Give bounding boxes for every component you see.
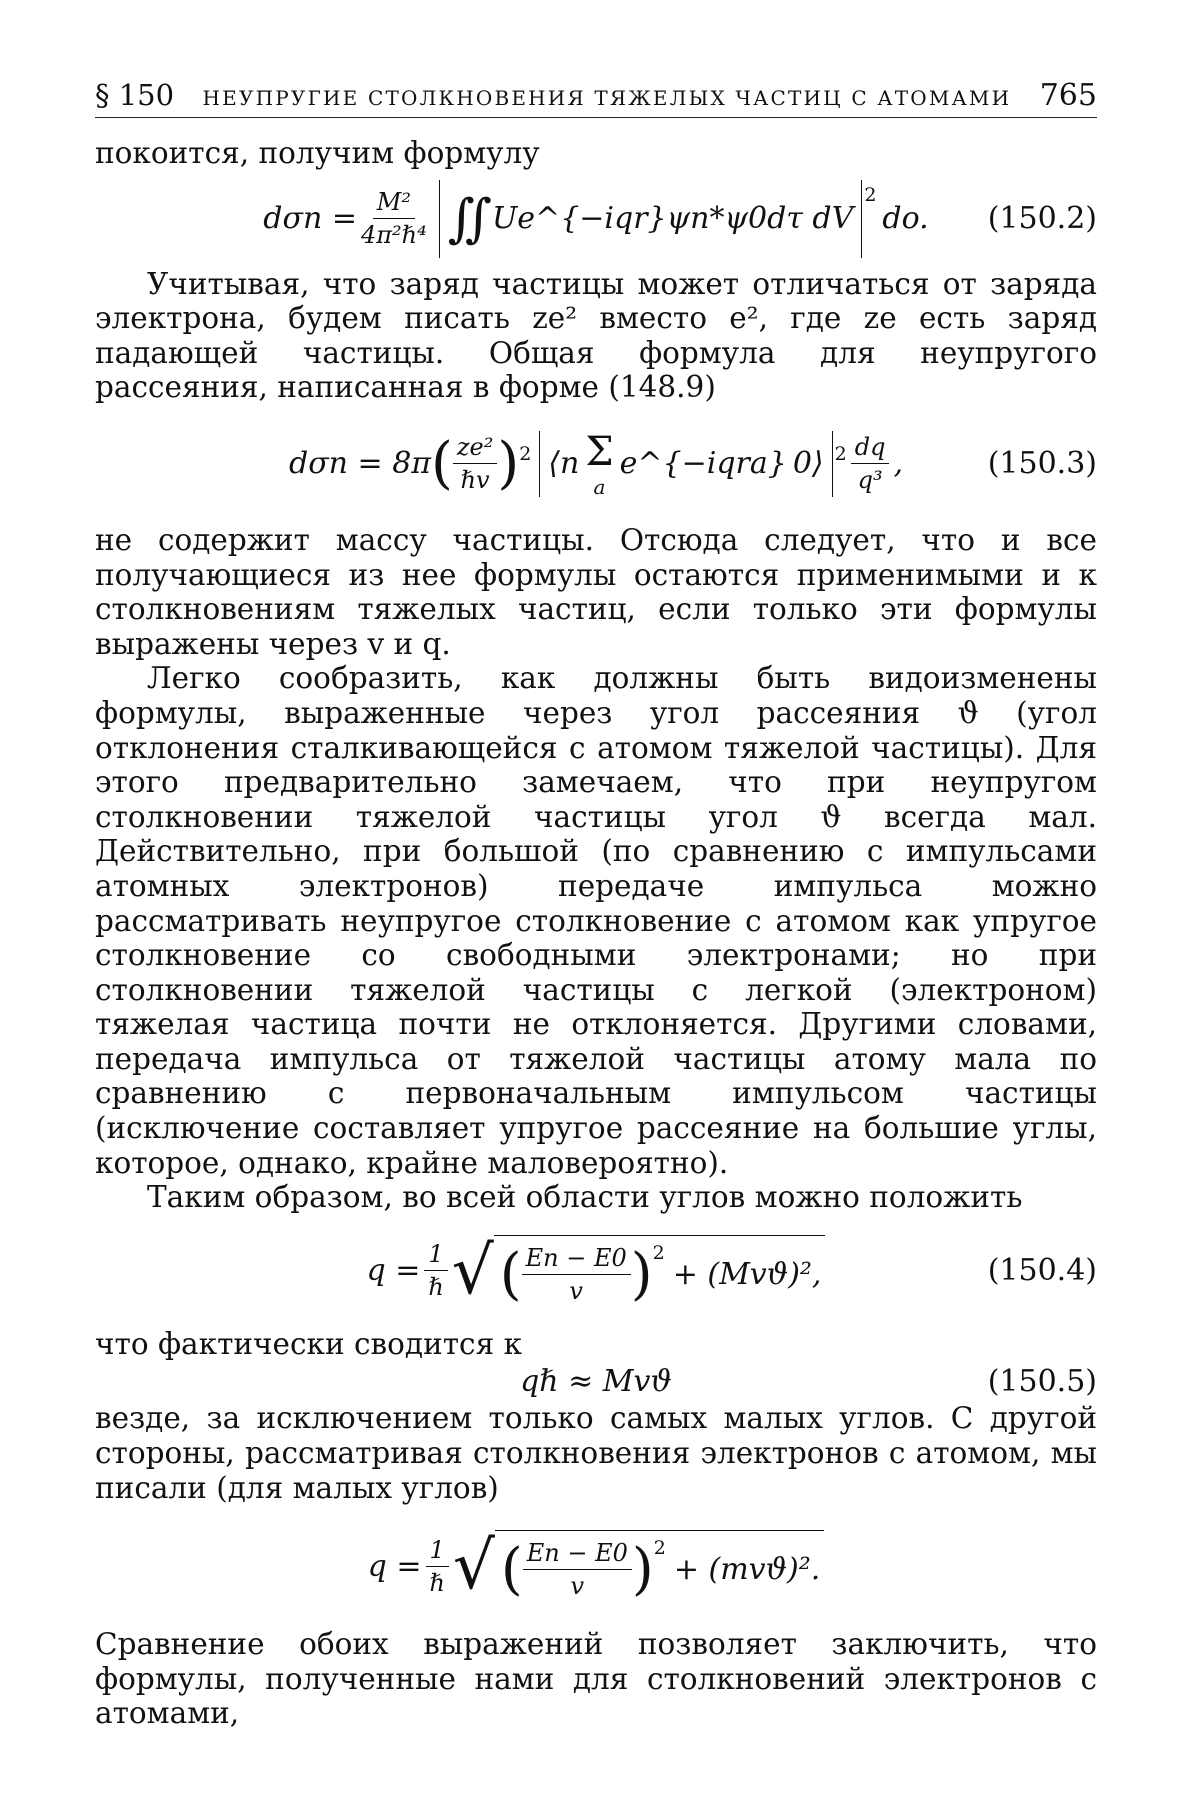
equation-150-5 <box>95 1361 1097 1401</box>
eq-prefactor <box>426 1536 449 1597</box>
equation-number: (150.3) <box>987 446 1097 482</box>
eq-fraction <box>361 188 427 249</box>
eq-frac-den: 4π²ℏ⁴ <box>360 221 427 250</box>
paragraph-4: Легко сообразить, как должны быть видоизменены формулы, выраженные через угол рассеяния ϑ (угол отклонения сталкивающейся с атомом тяжелой частицы). Для этого предварительно замечаем, что при неупругом столкновении тяжелой частицы угол ϑ всегда мал. Действительно, при большой (по сравнению с импульсами атомных электронов) передаче импульса можно рассматривать неупругое столкновение с атомом как упругое столкновение со свободными электронами; но при столкновении тяжелой частицы с легкой (электроном) тяжелая частица почти не отклоняется. Другими словами, передача импульса от тяжелой частицы атому мала по сравнению с первоначальным импульсом частицы (исключение составляет упругое рассеяние на большие углы, которое, однако, крайне маловероятно). <box>95 661 1097 1180</box>
equation-body <box>95 1527 1097 1605</box>
radicand <box>494 1235 826 1307</box>
paragraph-1: покоится, получим формулу <box>95 136 540 170</box>
eq-frac-num: ze² <box>453 433 497 464</box>
radical-sign: √ <box>452 1527 495 1605</box>
eq-frac-num: M² <box>373 188 415 219</box>
left-paren: ( <box>431 431 453 497</box>
abs-bar-right <box>861 180 862 258</box>
eq-sum <box>585 429 613 499</box>
eq-fraction <box>453 433 497 494</box>
eq-lhs: q = <box>367 1548 422 1584</box>
section-number: § 150 <box>95 78 175 112</box>
equation-150-4 <box>95 1215 1097 1327</box>
eq-power-2: 2 <box>834 442 847 465</box>
eq-frac-den: ℏv <box>460 466 490 495</box>
eq-rest: + (mvϑ)². <box>673 1552 821 1588</box>
paragraph-7: везде, за исключением только самых малых углов. С другой стороны, рассматривая столкновения электронов с атомом, мы писали (для малых углов) <box>95 1401 1097 1505</box>
eq-fraction <box>522 1244 631 1305</box>
running-title: НЕУПРУГИЕ СТОЛКНОВЕНИЯ ТЯЖЕЛЫХ ЧАСТИЦ С АТОМАМИ <box>202 86 1012 110</box>
running-header <box>95 78 1097 118</box>
equation-body <box>95 429 1097 499</box>
eq-tail: , <box>893 446 904 482</box>
eq-operator: e^{−iqra} <box>619 446 787 482</box>
eq-rest: + (Mvϑ)², <box>672 1256 822 1292</box>
eq-ket: 0⟩ <box>792 446 824 482</box>
eq-pre-den: ℏ <box>428 1273 444 1302</box>
eq-lhs: dσn = 8π <box>288 446 432 482</box>
paragraph-6: что фактически сводится к <box>95 1326 523 1361</box>
abs-bar-right <box>832 431 833 497</box>
eq-body: qℏ ≈ Mvϑ <box>520 1363 672 1399</box>
eq-tail: do. <box>882 201 929 237</box>
equation-body <box>95 1231 1097 1309</box>
eq-pre-num: 1 <box>426 1536 449 1567</box>
eq-integrand: Ue^{−iqr}ψn*ψ0dτ dV <box>492 201 854 237</box>
equation-number: (150.5) <box>987 1363 1097 1399</box>
eq-pre-den: ℏ <box>429 1568 445 1597</box>
radicand <box>495 1530 824 1602</box>
sum-index: a <box>593 474 606 499</box>
eq-lhs: q = <box>366 1253 421 1289</box>
paragraph-5: Таким образом, во всей области углов можно положить <box>147 1180 1023 1215</box>
eq-pre-num: 1 <box>424 1240 447 1271</box>
eq-power: 2 <box>652 1241 665 1264</box>
page-number: 765 <box>1039 78 1097 113</box>
eq-frac2-num: dq <box>851 433 890 464</box>
eq-power: 2 <box>519 442 532 465</box>
equation-150-3 <box>95 405 1097 523</box>
right-paren: ) <box>497 431 520 497</box>
left-paren: ( <box>500 1537 523 1603</box>
eq-prefactor <box>424 1240 447 1301</box>
page <box>95 78 1097 1731</box>
eq-frac-num: En − E0 <box>523 1539 632 1570</box>
eq-fraction-2 <box>851 433 890 494</box>
eq-frac2-den: q³ <box>857 466 883 495</box>
double-integral-sign: ∬ <box>447 188 493 249</box>
eq-lhs: dσn = <box>263 201 357 237</box>
eq-bra: ⟨n <box>548 446 580 482</box>
abs-bar-left <box>539 431 540 497</box>
eq-frac-num: En − E0 <box>522 1244 631 1275</box>
eq-power: 2 <box>653 1537 666 1560</box>
square-root <box>452 1527 825 1605</box>
equation-unnumbered <box>95 1505 1097 1627</box>
equation-number: (150.2) <box>987 201 1097 237</box>
paragraph-8: Сравнение обоих выражений позволяет заключить, что формулы, полученные нами для столкновений электронов с атомами, <box>95 1627 1097 1731</box>
abs-bar-left <box>439 180 440 258</box>
equation-body <box>95 180 1097 258</box>
eq-frac-den: v <box>569 1276 583 1305</box>
left-paren: ( <box>499 1241 522 1307</box>
right-paren: ) <box>630 1241 653 1307</box>
equation-number: (150.4) <box>987 1253 1097 1289</box>
paragraph-3: не содержит массу частицы. Отсюда следует, что и все получающиеся из нее формулы остаются применимыми и к столкновениям тяжелых частиц, если только эти формулы выражены через v и q. <box>95 522 1097 661</box>
sum-sign: Σ <box>585 428 614 475</box>
equation-body <box>95 1364 1097 1399</box>
right-paren: ) <box>631 1537 654 1603</box>
equation-150-2 <box>95 171 1097 267</box>
eq-power: 2 <box>864 183 877 206</box>
radical-sign: √ <box>451 1231 494 1309</box>
paragraph-2: Учитывая, что заряд частицы может отличаться от заряда электрона, будем писать ze² вместо e², где ze есть заряд падающей частицы. Общая формула для неупругого рассеяния, написанная в форме (148.9) <box>95 266 1097 405</box>
eq-frac-den: v <box>570 1572 585 1601</box>
square-root <box>451 1231 826 1309</box>
eq-fraction <box>523 1539 632 1600</box>
